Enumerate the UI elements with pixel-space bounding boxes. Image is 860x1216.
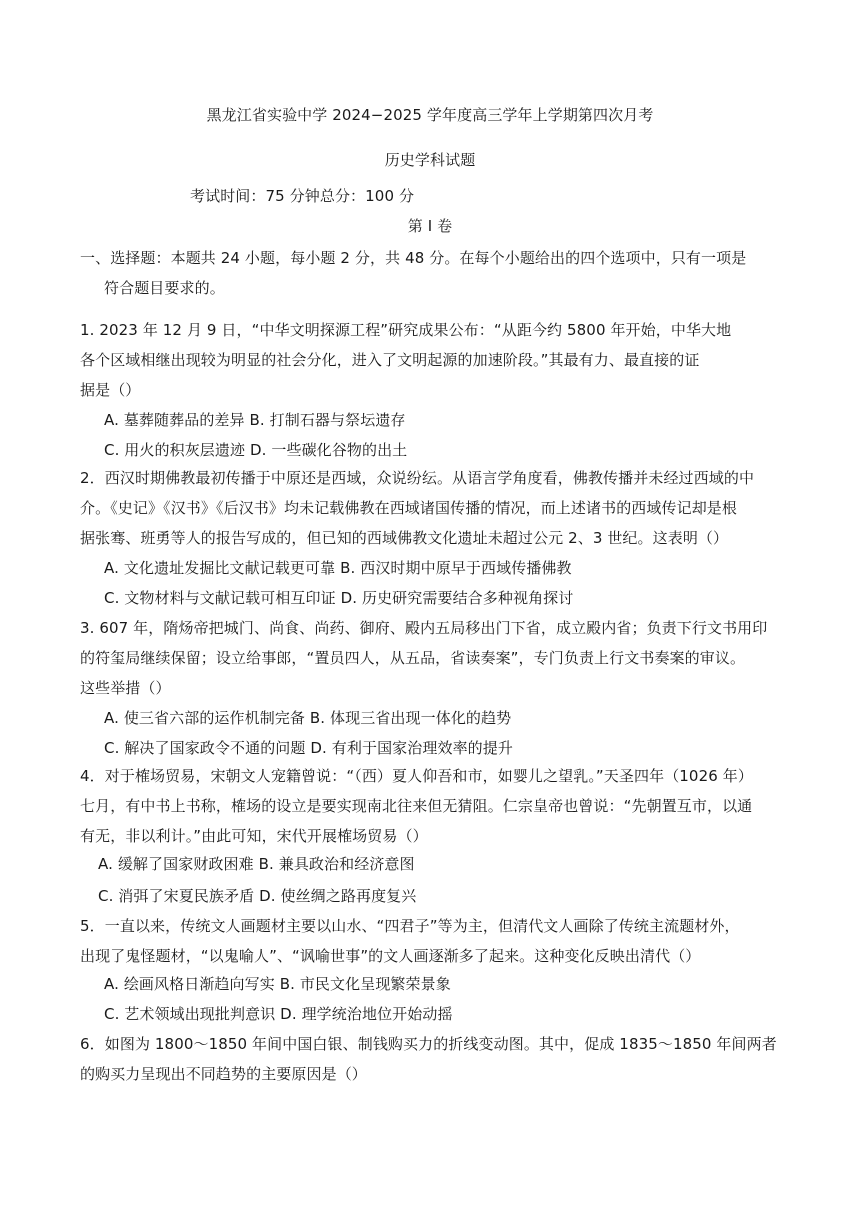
question-options: C. 消弭了宋夏民族矛盾 D. 使丝绸之路再度复兴: [98, 887, 417, 905]
school-title: 黑龙江省实验中学 2024−2025 学年度高三学年上学期第四次月考: [206, 106, 654, 124]
question-text: 的符玺局继续保留；设立给事郎，“置员四人，从五品，省读奏案”，专门负责上行文书奏案的审议。: [80, 649, 746, 667]
question-text: 据张骞、班勇等人的报告写成的，但已知的西域佛教文化遗址未超过公元 2、3 世纪。这表明（）: [80, 529, 729, 547]
question-text: 的购买力呈现出不同趋势的主要原因是（）: [80, 1065, 367, 1083]
question-text: 这些举措（）: [80, 679, 171, 697]
question-text: 4．对于榷场贸易，宋朝文人宠籍曾说：“（西）夏人仰吾和市，如婴儿之望乳。”天圣四年（1026 年）: [80, 767, 753, 785]
question-text: 3. 607 年，隋炀帝把城门、尚食、尚药、御府、殿内五局移出门下省，成立殿内省；负责下行文书用印: [80, 619, 768, 637]
question-text: 1. 2023 年 12 月 9 日，“中华文明探源工程”研究成果公布：“从距今约 5800 年开始，中华大地: [80, 321, 732, 339]
question-text: 2．西汉时期佛教最初传播于中原还是西域，众说纷纭。从语言学角度看，佛教传播并未经过西域的中: [80, 469, 755, 487]
question-text: 出现了鬼怪题材，“以鬼喻人”、“讽喻世事”的文人画逐渐多了起来。这种变化反映出清代（）: [80, 947, 701, 965]
question-text: 5．一直以来，传统文人画题材主要以山水、“四君子”等为主，但清代文人画除了传统主流题材外，: [80, 917, 740, 935]
question-options: C. 用火的积灰层遗迹 D. 一些碳化谷物的出土: [104, 441, 408, 459]
question-text: 据是（）: [80, 381, 141, 399]
question-options: A. 使三省六部的运作机制完备 B. 体现三省出现一体化的趋势: [104, 709, 512, 727]
section-heading-cont: 符合题目要求的。: [104, 279, 225, 297]
exam-info: 考试时间：75 分钟总分：100 分: [190, 187, 415, 205]
question-text: 七月，有中书上书称，榷场的设立是要实现南北往来但无猜阻。仁宗皇帝也曾说：“先朝置互市，以通: [80, 797, 753, 815]
question-text: 有无，非以利计。”由此可知，宋代开展榷场贸易（）: [80, 827, 428, 845]
question-text: 各个区域相继出现较为明显的社会分化，进入了文明起源的加速阶段。”其最有力、最直接的证: [80, 351, 700, 369]
question-text: 介。《史记》《汉书》《后汉书》均未记载佛教在西域诸国传播的情况，而上述诸书的西域传记却是根: [80, 499, 738, 517]
subject-title: 历史学科试题: [384, 151, 476, 169]
question-text: 6．如图为 1800～1850 年间中国白银、制钱购买力的折线变动图。其中，促成 1835～1850 年间两者: [80, 1035, 777, 1053]
question-options: A. 文化遗址发掘比文献记载更可靠 B. 西汉时期中原早于西域传播佛教: [104, 559, 572, 577]
question-options: C. 艺术领域出现批判意识 D. 理学统治地位开始动摇: [104, 1005, 453, 1023]
question-options: C. 文物材料与文献记载可相互印证 D. 历史研究需要结合多种视角探讨: [104, 589, 574, 607]
question-options: C. 解决了国家政令不通的问题 D. 有利于国家治理效率的提升: [104, 739, 513, 757]
section-heading: 一、选择题：本题共 24 小题，每小题 2 分，共 48 分。在每个小题给出的四个选项中，只有一项是: [80, 249, 747, 267]
question-options: A. 绘画风格日渐趋向写实 B. 市民文化呈现繁荣景象: [104, 975, 451, 993]
volume-label: 第 I 卷: [407, 217, 453, 235]
question-options: A. 缓解了国家财政困难 B. 兼具政治和经济意图: [98, 855, 415, 873]
question-options: A. 墓葬随葬品的差异 B. 打制石器与祭坛遗存: [104, 411, 406, 429]
